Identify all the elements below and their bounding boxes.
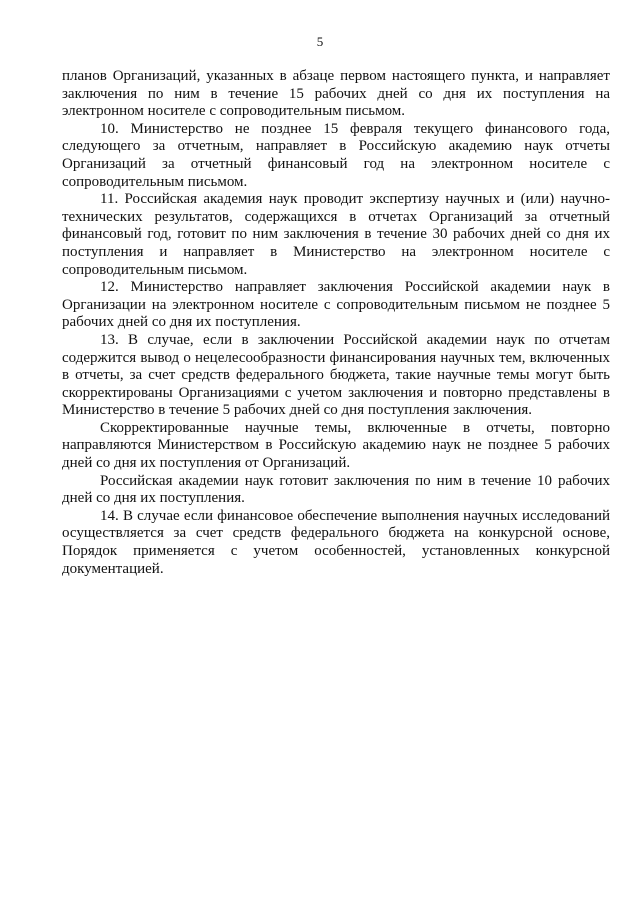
paragraph-continuation: планов Организаций, указанных в абзаце первом настоящего пункта, и направляет заключения по ним в течение 15 рабочих дней со дня их поступления на электронном носителе с сопроводительным письмом.	[62, 68, 610, 120]
paragraph-item-13-academy-conclusions: Российская академии наук готовит заключения по ним в течение 10 рабочих дней со дня их поступления.	[62, 472, 610, 507]
paragraph-item-14: 14. В случае если финансовое обеспечение выполнения научных исследований осуществляется за счет средств федерального бюджета на конкурсной основе, Порядок применяется с учетом особенностей, установленных конкурсной документацией.	[62, 507, 610, 577]
paragraph-item-11: 11. Российская академия наук проводит экспертизу научных и (или) научно-технических результатов, содержащихся в отчетах Организаций за отчетный финансовый год, готовит по ним заключения в течение 30 рабочих дней со дня их поступления и направляет в Министерство на электронном носителе с сопроводительным письмом.	[62, 191, 610, 278]
page-number: 5	[316, 34, 324, 49]
paragraph-item-13-corrected-topics: Скорректированные научные темы, включенные в отчеты, повторно направляются Министерством в Российскую академию наук не позднее 5 рабочих дней со дня их поступления от Организаций.	[62, 419, 610, 472]
paragraph-item-10: 10. Министерство не позднее 15 февраля текущего финансового года, следующего за отчетным, направляет в Российскую академию наук отчеты Организаций за отчетный финансовый год на электронном носителе с сопроводительным письмом.	[62, 120, 610, 190]
paragraph-item-12: 12. Министерство направляет заключения Российской академии наук в Организации на электронном носителе с сопроводительным письмом не позднее 5 рабочих дней со дня их поступления.	[62, 279, 610, 331]
document-body	[62, 68, 610, 578]
paragraph-item-13: 13. В случае, если в заключении Российской академии наук по отчетам содержится вывод о нецелесообразности финансирования научных тем, включенных в отчеты, за счет средств федерального бюджета, такие научные темы могут быть скорректированы Организациями с учетом заключения и повторно представлены в Министерство в течение 5 рабочих дней со дня поступления заключения.	[62, 331, 610, 419]
